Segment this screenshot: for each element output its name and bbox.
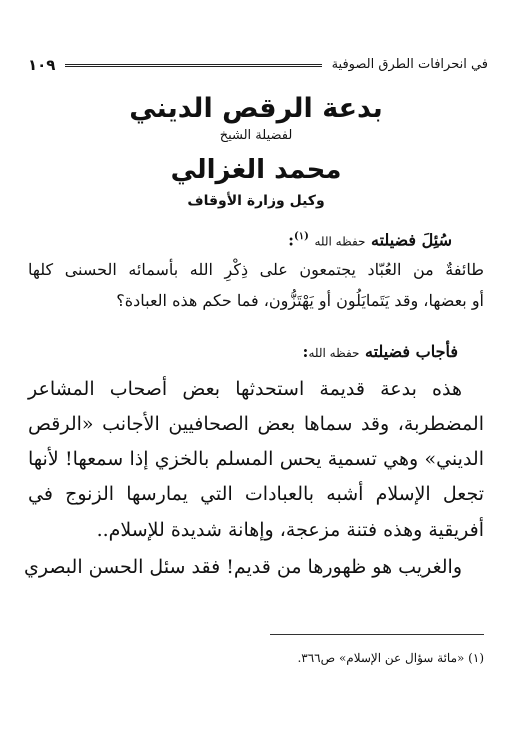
- question-line: طائفةٌ من العُبّاد يجتمعون على ذِكْرِ الله بأسمائه الحسنى كلها: [28, 260, 484, 279]
- footnote-divider: [270, 634, 484, 635]
- question-colon: :: [288, 230, 295, 250]
- author-name: محمد الغزالي: [170, 155, 342, 185]
- answer-colon: :: [302, 342, 309, 361]
- answer-line: أفريقية وهذه فتنة مزعجة، وإهانة شديدة للإسلام..: [96, 519, 484, 541]
- page-number: ١٠٩: [28, 56, 56, 74]
- question-lead: [28, 226, 452, 252]
- answer-lead: [28, 341, 458, 364]
- header-rule: [65, 64, 321, 67]
- answer-line: المضطربة، وقد سماها بعض الصحافيين الأجانب «الرقص: [28, 413, 484, 435]
- article-title: بدعة الرقص الديني: [129, 93, 383, 124]
- answer-line: والغريب هو ظهورها من قديم! فقد سئل الحسن البصري: [23, 556, 462, 578]
- answer-line: هذه بدعة قديمة استحدثها بعض أصحاب المشاعر: [28, 378, 462, 400]
- question-line: أو بعضها، وقد يَتَمايَلُون أو يَهْتَزُّون، فما حكم هذه العبادة؟: [116, 291, 484, 310]
- footnote: (١) «مائة سؤال عن الإسلام» ص٣٦٦.: [297, 651, 484, 665]
- question-lead-text: سُئِلَ فضيلته: [371, 230, 452, 250]
- running-header: [28, 56, 488, 74]
- question-honorific: حفظه الله: [314, 234, 366, 249]
- answer-lead-text: فأجاب فضيلته: [365, 342, 458, 361]
- answer-line: الديني» وهي تسمية يحس المسلم بالخزي إذا سمعها! لأنها: [28, 448, 484, 470]
- answer-honorific: حفظه الله: [308, 346, 360, 360]
- byline: لفضيلة الشيخ: [219, 128, 293, 143]
- running-header-title: في انحرافات الطرق الصوفية: [331, 57, 488, 72]
- answer-line: تجعل الإسلام أشبه بالعبادات التي يمارسها الزنوج في: [28, 483, 484, 505]
- author-role: وكيل وزارة الأوقاف: [187, 193, 325, 209]
- footnote-reference: (١): [294, 231, 309, 242]
